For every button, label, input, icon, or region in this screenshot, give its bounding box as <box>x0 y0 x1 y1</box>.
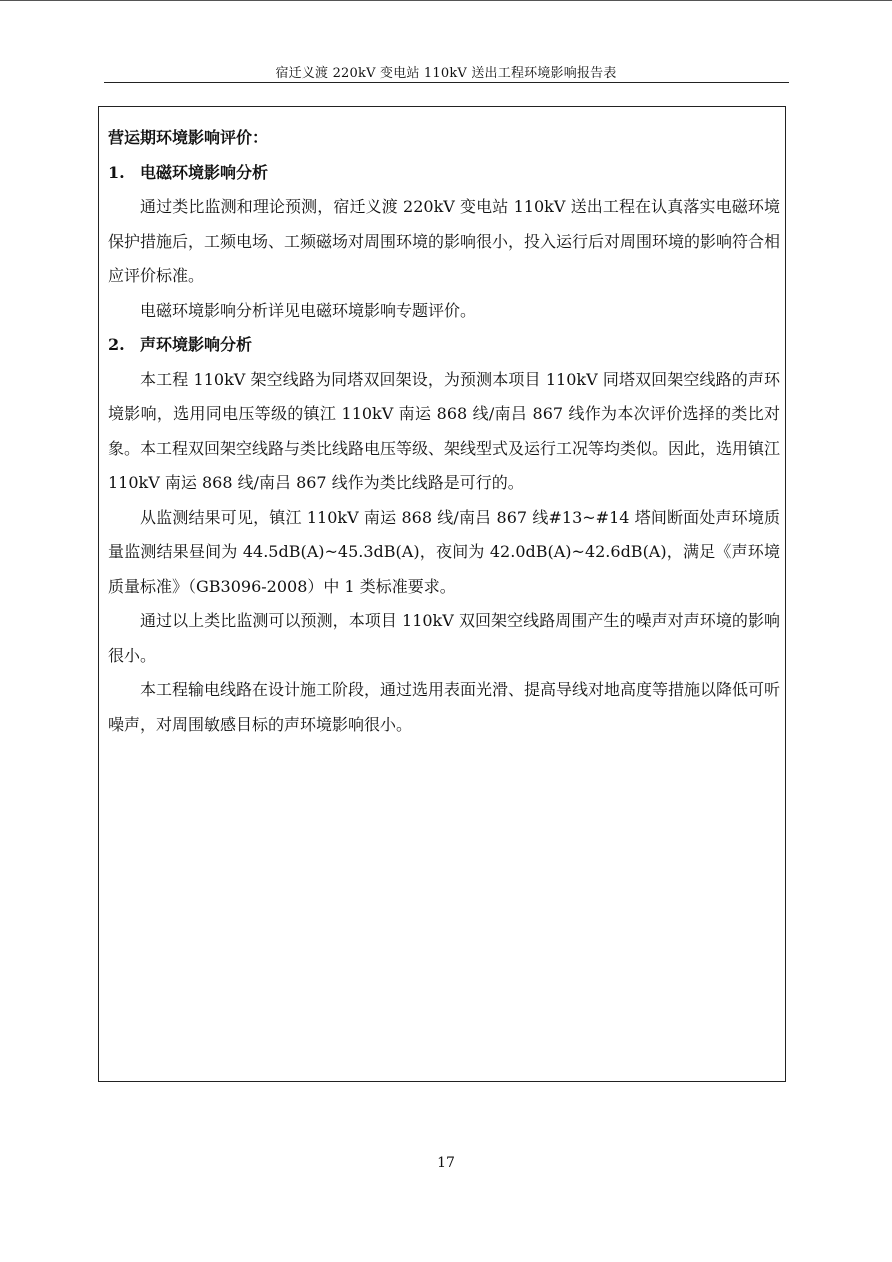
subsection-heading-electromagnetic <box>108 156 780 191</box>
page-number: 17 <box>437 1155 455 1171</box>
paragraph: 本工程输电线路在设计施工阶段，通过选用表面光滑、提高导线对地高度等措施以降低可听噪声，对周围敏感目标的声环境影响很小。 <box>108 680 781 734</box>
content-frame <box>98 106 786 1082</box>
subsection-number: 1. <box>108 162 125 182</box>
content-body <box>108 121 780 742</box>
paragraph: 通过类比监测和理论预测，宿迁义渡 220kV 变电站 110kV 送出工程在认真落实电磁环境保护措施后，工频电场、工频磁场对周围环境的影响很小，投入运行后对周围环境的影响符合相应评价标准。 <box>108 197 781 285</box>
page-top-border <box>0 0 892 1</box>
subsection-title: 电磁环境影响分析 <box>140 162 269 182</box>
paragraph: 本工程 110kV 架空线路为同塔双回架设，为预测本项目 110kV 同塔双回架空线路的声环境影响，选用同电压等级的镇江 110kV 南运 868 线/南吕 867 线作为本次评价选择的类比对象。本工程双回架空线路与类比线路电压等级、架线型式及运行工况等均类似。因此，选用镇江 110kV 南运 868 线/南吕 867 线作为类比线路是可行的。 <box>108 369 781 492</box>
paragraph: 电磁环境影响分析详见电磁环境影响专题评价。 <box>140 300 477 320</box>
subsection-heading-acoustic <box>108 328 780 363</box>
paragraph: 从监测结果可见，镇江 110kV 南运 868 线/南吕 867 线#13~#14 塔间断面处声环境质量监测结果昼间为 44.5dB(A)~45.3dB(A)，夜间为 42.0dB(A)~42.6dB(A)，满足《声环境质量标准》（GB3096-2008）中 1 类标准要求。 <box>108 507 780 596</box>
header-divider <box>104 82 789 83</box>
paragraph: 通过以上类比监测可以预测，本项目 110kV 双回架空线路周围产生的噪声对声环境的影响很小。 <box>108 611 780 665</box>
section-title: 营运期环境影响评价： <box>108 128 269 147</box>
running-header-title: 宿迁义渡 220kV 变电站 110kV 送出工程环境影响报告表 <box>275 66 617 81</box>
subsection-title: 声环境影响分析 <box>140 335 253 354</box>
subsection-number: 2. <box>108 335 125 354</box>
